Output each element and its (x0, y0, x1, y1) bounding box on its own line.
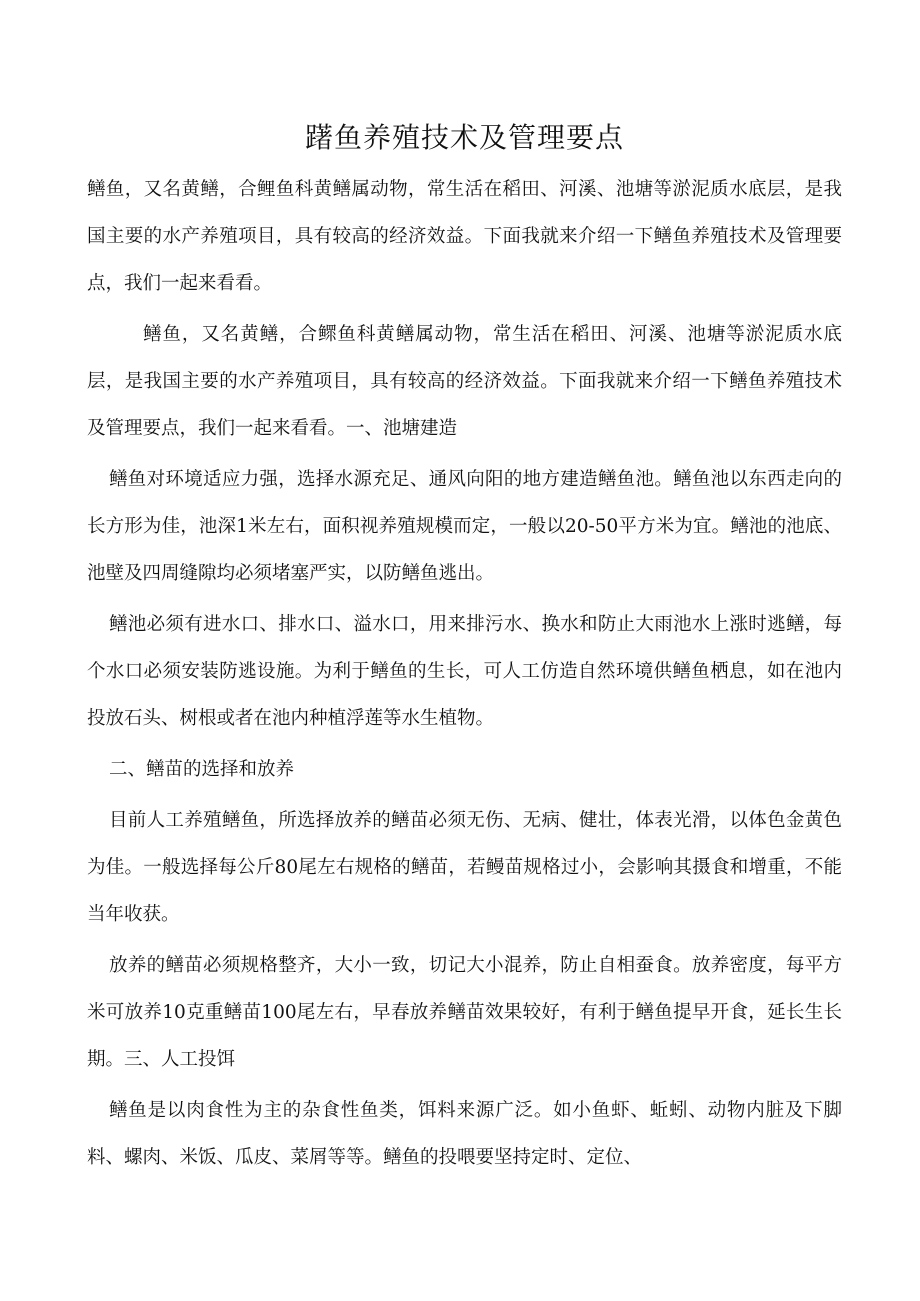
section-heading-fry-selection: 二、鳝苗的选择和放养 (109, 759, 295, 780)
pond-location-paragraph: 鳝鱼对环境适应力强，选择水源充足、通风向阳的地方建造鳝鱼池。鳝鱼池以东西走向的长方形为佳，池深1米左右，面积视养殖规模而定，一般以20-50平方米为宜。鳝池的池底、池壁及四周缝隙均必须堵塞严实，以防鳝鱼逃出。 (87, 469, 842, 584)
document-title: 躇鱼养殖技术及管理要点 (304, 121, 624, 154)
intro-paragraph: 鳝鱼，又名黄鳝，合鲤鱼科黄鳝属动物，常生活在稻田、河溪、池塘等淤泥质水底层，是我国主要的水产养殖项目，具有较高的经济效益。下面我就来介绍一下鳝鱼养殖技术及管理要点，我们一起来看看。 (87, 179, 842, 294)
repeated-intro-paragraph: 鳝鱼，又名黄鳝，合鳏鱼科黄鳝属动物，常生活在稻田、河溪、池塘等淤泥质水底层，是我国主要的水产养殖项目，具有较高的经济效益。下面我就来介绍一下鳝鱼养殖技术及管理要点，我们一起来看看。一、池塘建造 (87, 324, 842, 439)
feeding-paragraph: 鳝鱼是以肉食性为主的杂食性鱼类，饵料来源广泛。如小鱼虾、蚯蚓、动物内脏及下脚料、螺肉、米饭、瓜皮、菜屑等等。鳝鱼的投喂要坚持定时、定位、 (87, 1100, 842, 1168)
stocking-density-paragraph: 放养的鳝苗必须规格整齐，大小一致，切记大小混养，防止自相蚕食。放养密度，每平方米可放养10克重鳝苗100尾左右，早春放养鳝苗效果较好，有利于鳝鱼提早开食，延长生长期。三、人工投饵 (87, 955, 842, 1070)
fry-selection-paragraph: 目前人工养殖鳝鱼，所选择放养的鳝苗必须无伤、无病、健壮，体表光滑，以体色金黄色为佳。一般选择每公斤80尾左右规格的鳝苗，若鳗苗规格过小，会影响其摄食和增重，不能当年收获。 (87, 810, 842, 925)
pond-outlets-paragraph: 鳝池必须有进水口、排水口、溢水口，用来排污水、换水和防止大雨池水上涨时逃鳝，每个水口必须安装防逃设施。为利于鳝鱼的生长，可人工仿造自然环境供鳝鱼栖息，如在池内投放石头、树根或者在池内种植浮莲等水生植物。 (87, 614, 842, 729)
